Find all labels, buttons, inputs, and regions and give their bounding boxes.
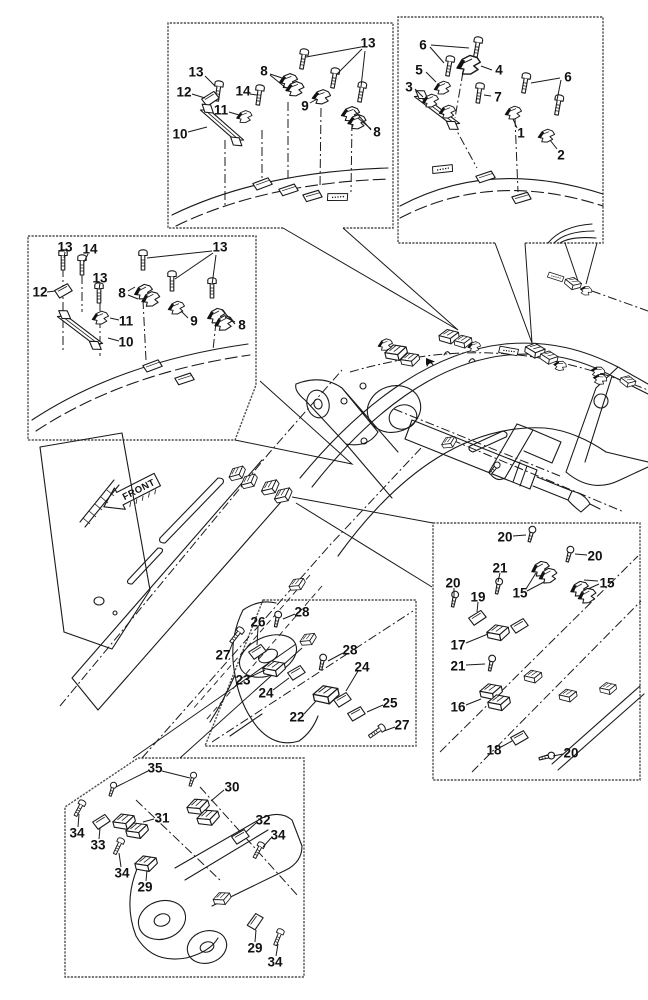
part-block: [563, 275, 582, 291]
callout-label-5: 5: [415, 62, 423, 78]
callout-label-34: 34: [114, 865, 130, 881]
part-plate: [510, 730, 529, 746]
callout-leader-6: [431, 45, 469, 48]
front-label: FRONT: [120, 477, 158, 503]
callout-label-11: 11: [213, 102, 229, 118]
callout-label-1: 1: [517, 125, 525, 141]
callout-leader-12: [47, 291, 55, 292]
callout-label-34: 34: [270, 827, 286, 843]
callout-label-8: 8: [260, 63, 268, 79]
part-clip: [311, 89, 331, 105]
callout-leader-24: [273, 678, 289, 690]
part-pin: [486, 655, 496, 672]
callout-leader-16: [466, 699, 481, 705]
callout-label-11: 11: [118, 313, 134, 329]
callout-label-22: 22: [289, 709, 305, 725]
part-plate: [54, 283, 73, 299]
part-dotrect: [327, 192, 348, 202]
part-plate: [245, 912, 266, 932]
callout-label-20: 20: [587, 548, 603, 564]
callout-label-4: 4: [495, 62, 503, 78]
part-smallblock: [475, 171, 495, 184]
inset-box-bottom-left: [65, 758, 304, 977]
callout-leader-28: [328, 653, 343, 661]
part-block: [262, 658, 287, 679]
inset-box-top-right: [398, 17, 603, 243]
callout-leader-13: [205, 76, 215, 86]
callout-label-12: 12: [32, 284, 48, 300]
callout-label-20: 20: [445, 575, 461, 591]
part-smallblock: [252, 177, 272, 190]
callout-label-3: 3: [405, 79, 413, 95]
callout-label-21: 21: [450, 658, 466, 674]
front-arrow: [98, 469, 162, 518]
callout-leader-21: [466, 664, 485, 665]
callout-label-28: 28: [294, 604, 310, 620]
part-smallblock: [303, 190, 323, 202]
callout-leader-11: [110, 318, 119, 320]
part-pin: [317, 654, 327, 671]
part-bolt: [78, 255, 86, 275]
callout-label-30: 30: [224, 779, 240, 795]
part-bolt: [552, 94, 564, 115]
callout-label-7: 7: [494, 89, 502, 105]
callout-label-27: 27: [215, 647, 231, 663]
part-clippair: [569, 578, 598, 607]
part-bolt: [328, 67, 340, 88]
callout-leader-20: [513, 535, 526, 536]
part-pin: [107, 781, 117, 797]
callout-leader-26: [257, 627, 258, 645]
callout-leader-7: [484, 95, 491, 96]
callout-label-32: 32: [255, 812, 271, 828]
boom-top-edge: [300, 343, 648, 478]
callout-label-14: 14: [82, 241, 98, 257]
callout-label-33: 33: [90, 837, 106, 853]
callout-leader-17: [466, 634, 488, 643]
callout-leader-9: [181, 311, 188, 318]
part-block: [134, 853, 159, 874]
part-block: [523, 669, 543, 685]
callout-label-13: 13: [212, 239, 228, 255]
flow-arrowhead: [426, 358, 435, 365]
callout-label-15: 15: [599, 575, 615, 591]
callout-label-15: 15: [512, 585, 528, 601]
part-clip: [504, 105, 523, 121]
callout-label-24: 24: [354, 659, 370, 675]
part-clip: [537, 128, 556, 143]
callout-leader-13: [147, 251, 212, 258]
part-bolt: [112, 837, 126, 856]
callout-label-34: 34: [69, 825, 85, 841]
callout-leader-2: [550, 140, 557, 149]
part-bolt: [519, 72, 531, 93]
callout-label-26: 26: [250, 614, 266, 630]
part-block: [298, 630, 318, 649]
callout-label-18: 18: [486, 742, 502, 758]
callout-label-8: 8: [238, 317, 246, 333]
callout-leader-4: [481, 66, 492, 70]
callout-label-8: 8: [373, 124, 381, 140]
callout-label-27: 27: [394, 717, 410, 733]
callout-leader-22: [304, 701, 316, 714]
callout-label-17: 17: [450, 637, 466, 653]
callout-label-13: 13: [92, 270, 108, 286]
rod-clevis: [568, 491, 600, 512]
part-dotrect: [547, 272, 564, 282]
callout-label-34: 34: [267, 954, 283, 970]
callout-leader-35: [116, 771, 148, 787]
callout-leader-25: [367, 705, 383, 712]
callout-label-8: 8: [118, 285, 126, 301]
part-clip: [433, 80, 452, 96]
callout-leader-12: [192, 94, 205, 98]
callout-leader-35: [162, 771, 190, 778]
callout-leader-10: [188, 127, 207, 132]
callout-leader-13: [336, 49, 362, 75]
callout-leader-6: [531, 78, 560, 83]
part-clip: [579, 285, 593, 297]
part-plate: [347, 706, 366, 722]
callout-label-2: 2: [557, 147, 565, 163]
part-bolt: [95, 283, 103, 303]
part-pin: [488, 461, 502, 476]
callout-label-23: 23: [235, 672, 251, 688]
part-smallblock: [174, 373, 194, 386]
part-bolt: [228, 626, 245, 645]
callout-label-16: 16: [450, 699, 466, 715]
callout-label-28: 28: [342, 642, 358, 658]
callout-label-13: 13: [57, 239, 73, 255]
callout-label-21: 21: [492, 560, 508, 576]
callout-leader-28: [283, 614, 295, 619]
callout-label-13: 13: [188, 64, 204, 80]
part-block: [599, 681, 617, 696]
part-clip: [236, 110, 254, 124]
part-bolt: [367, 723, 386, 740]
cylinder-rod: [533, 477, 572, 500]
part-block: [486, 622, 511, 643]
part-bolt: [297, 48, 309, 69]
inset-boxes: [28, 17, 640, 977]
part-bolt: [474, 82, 485, 103]
boom-foot-plates: [296, 380, 398, 498]
part-smallblock: [512, 192, 532, 204]
callout-label-19: 19: [470, 589, 486, 605]
cylinder-barrel: [405, 420, 537, 489]
part-bolt: [208, 278, 216, 298]
callout-label-31: 31: [154, 810, 170, 826]
callout-label-14: 14: [235, 83, 251, 99]
part-bolt: [139, 250, 147, 270]
part-block: [287, 575, 307, 594]
callout-leader-18: [501, 741, 512, 747]
callout-label-29: 29: [137, 879, 153, 895]
part-block: [440, 434, 459, 452]
callout-leader-8: [128, 295, 138, 299]
part-clip: [455, 53, 483, 76]
callout-leader-20: [575, 554, 587, 555]
callout-label-35: 35: [147, 760, 163, 776]
callout-label-13: 13: [360, 35, 376, 51]
part-pin: [526, 526, 537, 543]
part-clip: [91, 310, 110, 326]
callout-leader-5: [426, 72, 436, 82]
part-dotrect: [498, 346, 518, 356]
box-sketches: [32, 69, 644, 968]
callout-label-6: 6: [564, 69, 572, 85]
callout-label-29: 29: [247, 940, 263, 956]
part-bar: [407, 88, 467, 132]
callout-label-10: 10: [118, 334, 134, 350]
part-bolt: [272, 928, 285, 947]
callout-label-9: 9: [190, 313, 198, 329]
part-clippair: [530, 558, 559, 587]
callout-leader-10: [108, 338, 119, 341]
part-pin: [272, 611, 282, 628]
callout-leader-31: [143, 819, 154, 822]
part-plate: [92, 814, 112, 831]
boom-bottom-edge: [338, 428, 606, 556]
part-smallblock: [278, 184, 298, 197]
part-block: [558, 688, 578, 704]
part-pin: [538, 751, 555, 762]
callout-label-12: 12: [176, 84, 192, 100]
part-pin: [564, 546, 575, 563]
part-plate: [248, 644, 268, 661]
part-smallblock: [142, 359, 162, 372]
part-bolt: [471, 36, 483, 57]
callout-leader-13: [306, 47, 361, 57]
part-clippair: [340, 105, 367, 132]
callout-leader-11: [229, 112, 239, 115]
callout-label-9: 9: [301, 98, 309, 114]
part-bolt: [443, 55, 455, 76]
callout-leader-15: [584, 580, 598, 581]
callout-label-25: 25: [382, 695, 398, 711]
callout-label-20: 20: [497, 529, 513, 545]
boom-rear-hole: [594, 394, 608, 408]
part-dotrect: [432, 163, 454, 175]
callout-label-24: 24: [258, 685, 274, 701]
part-pin: [187, 771, 197, 787]
callout-leader-15: [588, 584, 599, 589]
part-bolt: [168, 271, 176, 291]
callout-leader-8: [128, 287, 135, 291]
part-bolt: [251, 841, 265, 860]
part-plate: [287, 665, 307, 681]
callout-label-10: 10: [172, 126, 188, 142]
callout-label-6: 6: [419, 37, 427, 53]
callout-leader-13: [175, 253, 213, 279]
callout-leader-30: [211, 790, 224, 801]
callout-leader-6: [430, 47, 444, 63]
part-plate: [510, 618, 530, 634]
callout-leader-14: [250, 94, 257, 95]
callout-label-20: 20: [563, 745, 579, 761]
part-clippair: [133, 281, 162, 310]
